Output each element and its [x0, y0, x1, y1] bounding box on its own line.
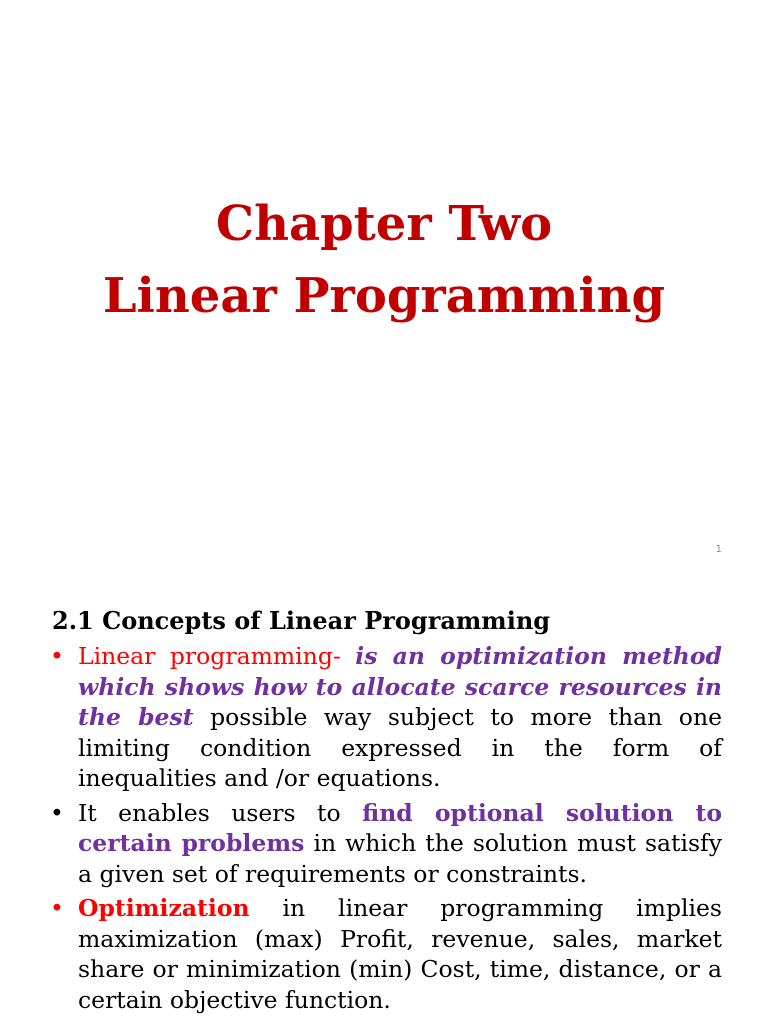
chapter-title — [0, 188, 768, 332]
bullet-emphasis: find optional solution to certain problems — [78, 798, 722, 857]
bullet-emphasis: is an optimization method which shows how to allocate scarce resources in the best — [78, 642, 722, 731]
bullet-term: Linear programming- — [78, 642, 341, 670]
bullet-text: in linear programming implies maximization (max) Profit, revenue, sales, market share or minimization (min) Cost, time, distance, or a certain objective function. — [78, 894, 722, 1014]
bullet-text: in which the solution must satisfy a given set of requirements or constraints. — [78, 829, 723, 888]
bullet-item-linear-programming — [50, 641, 722, 794]
bullet-marker: • — [50, 642, 64, 670]
bullet-list — [50, 641, 722, 1019]
content-slide — [0, 576, 768, 1024]
bullet-lead: It enables users to — [78, 798, 341, 827]
bullet-item-enables-users — [50, 798, 722, 890]
section-heading: 2.1 Concepts of Linear Programming — [52, 606, 551, 635]
bullet-term: Optimization — [78, 894, 250, 922]
chapter-title-line-1: Chapter Two — [215, 196, 553, 252]
bullet-marker: • — [50, 798, 64, 827]
bullet-text: possible way subject to more than one limiting condition expressed in the form of inequalities and /or equations. — [78, 703, 722, 792]
chapter-title-line-2: Linear Programming — [102, 268, 666, 324]
bullet-item-optimization — [50, 893, 722, 1015]
slide-page-number: 1 — [715, 544, 722, 555]
bullet-marker: • — [50, 894, 64, 922]
